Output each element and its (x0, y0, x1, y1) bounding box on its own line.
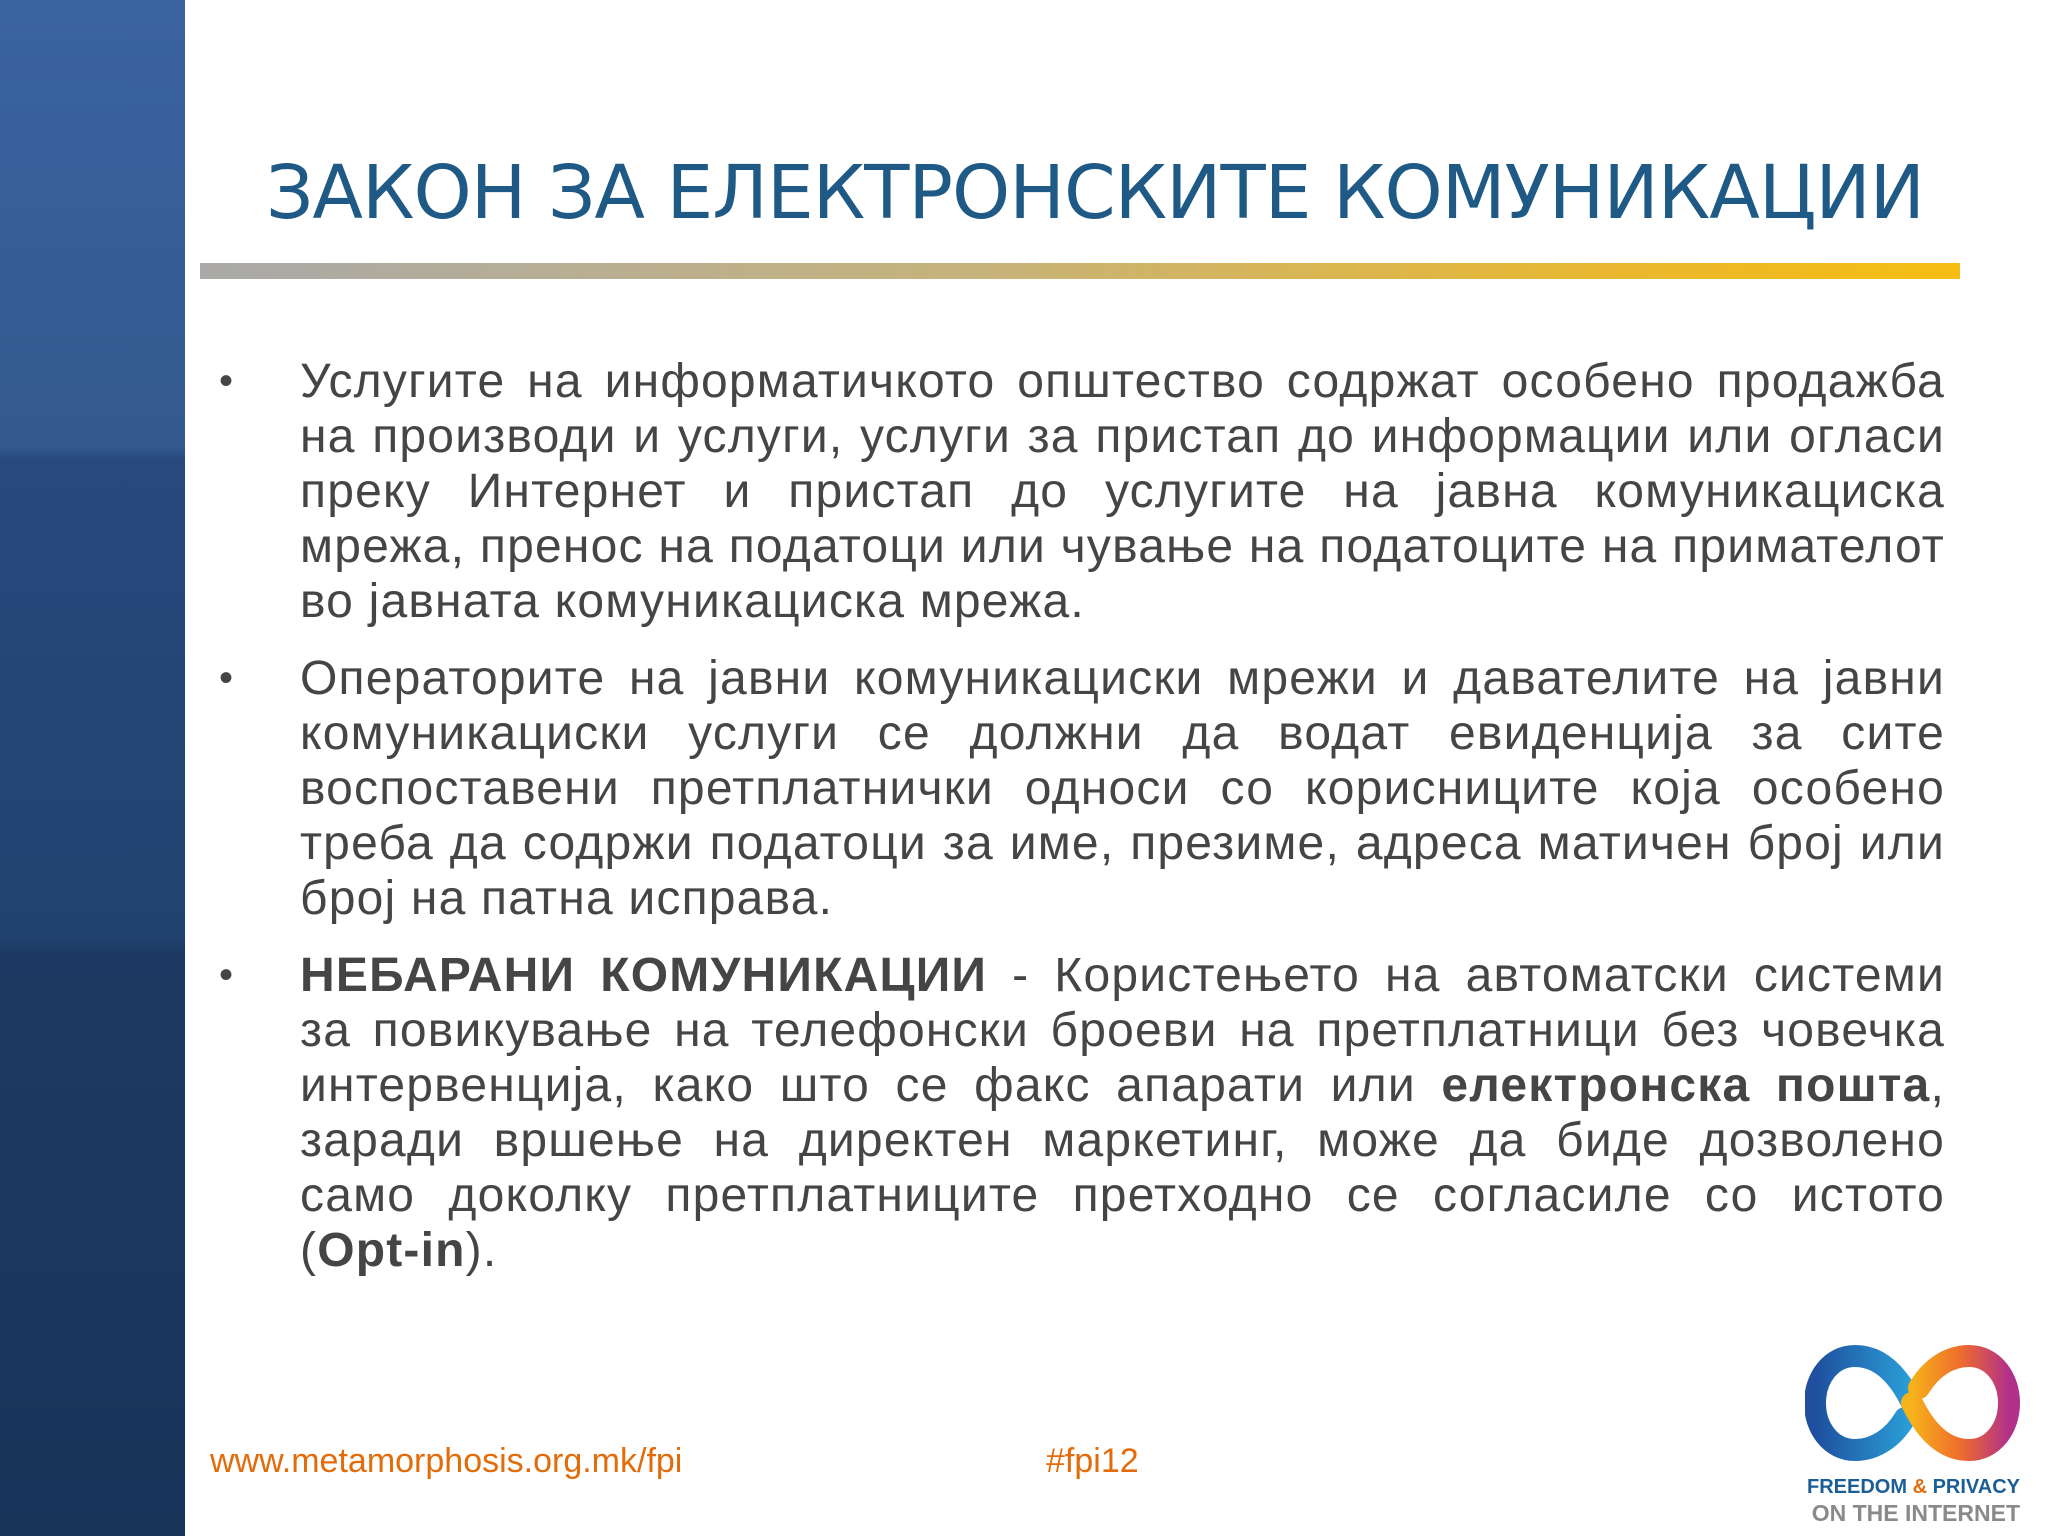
bullet-item-2 (215, 651, 1945, 926)
bullet-list (215, 354, 1945, 1300)
footer-hashtag: #fpi12 (1046, 1442, 1139, 1480)
bullet-text-1: Услугите на информатичкото општество содржат особено продажба на производи и услуги, услуги за пристап до информации или огласи преку Интернет и пристап до услугите на јавна комуникациска мрежа, пренос на податоци или чување на податоците на примателот во јавната комуникациска мрежа. (300, 355, 1945, 628)
bullet-item-1 (215, 354, 1945, 629)
bullet-3-text-part2: , заради вршење на директен маркетинг, може да биде дозволено само доколку претплатниците претходно се согласиле со истото ( (300, 1059, 1945, 1277)
infinity-logo-icon (1805, 1338, 2020, 1468)
bullet-3-text-part3: ). (465, 1224, 498, 1277)
bullet-marker: • (219, 359, 235, 403)
bullet-text-2: Операторите на јавни комуникациски мрежи и давателите на јавни комуникациски услуги се должни да водат евиденција за сите воспоставени претплатнички односи со корисниците која особено треба да содржи податоци за име, презиме, адреса матичен број или број на патна исправа. (300, 652, 1945, 925)
bullet-3-text-part1: - Користењето на автоматски системи за повикување на телефонски броеви на претплатници без човечка интервенција, како што се факс апарати или (300, 949, 1945, 1112)
bullet-3-bold-email: електронска пошта (1441, 1059, 1931, 1112)
bullet-3-bold-optin: Opt-in (317, 1224, 466, 1277)
logo-text-line1 (1800, 1476, 2020, 1499)
left-sidebar-band (0, 0, 185, 1536)
title-divider (200, 263, 1960, 279)
logo-text-privacy: PRIVACY (1927, 1476, 2020, 1498)
slide-title: ЗАКОН ЗА ЕЛЕКТРОНСКИТЕ КОМУНИКАЦИИ (265, 150, 1925, 236)
logo-text-freedom: FREEDOM (1807, 1476, 1913, 1498)
bullet-marker: • (219, 656, 235, 700)
logo-text-line2: ON THE INTERNET (1811, 1500, 2020, 1526)
bullet-3-bold-lead: НЕБАРАНИ КОМУНИКАЦИИ (300, 949, 988, 1002)
bullet-item-3 (215, 948, 1945, 1278)
fpi-logo (1800, 1338, 2020, 1528)
footer-url-link[interactable]: www.metamorphosis.org.mk/fpi (210, 1442, 683, 1480)
bullet-marker: • (219, 953, 235, 997)
logo-text-amp: & (1912, 1476, 1928, 1498)
